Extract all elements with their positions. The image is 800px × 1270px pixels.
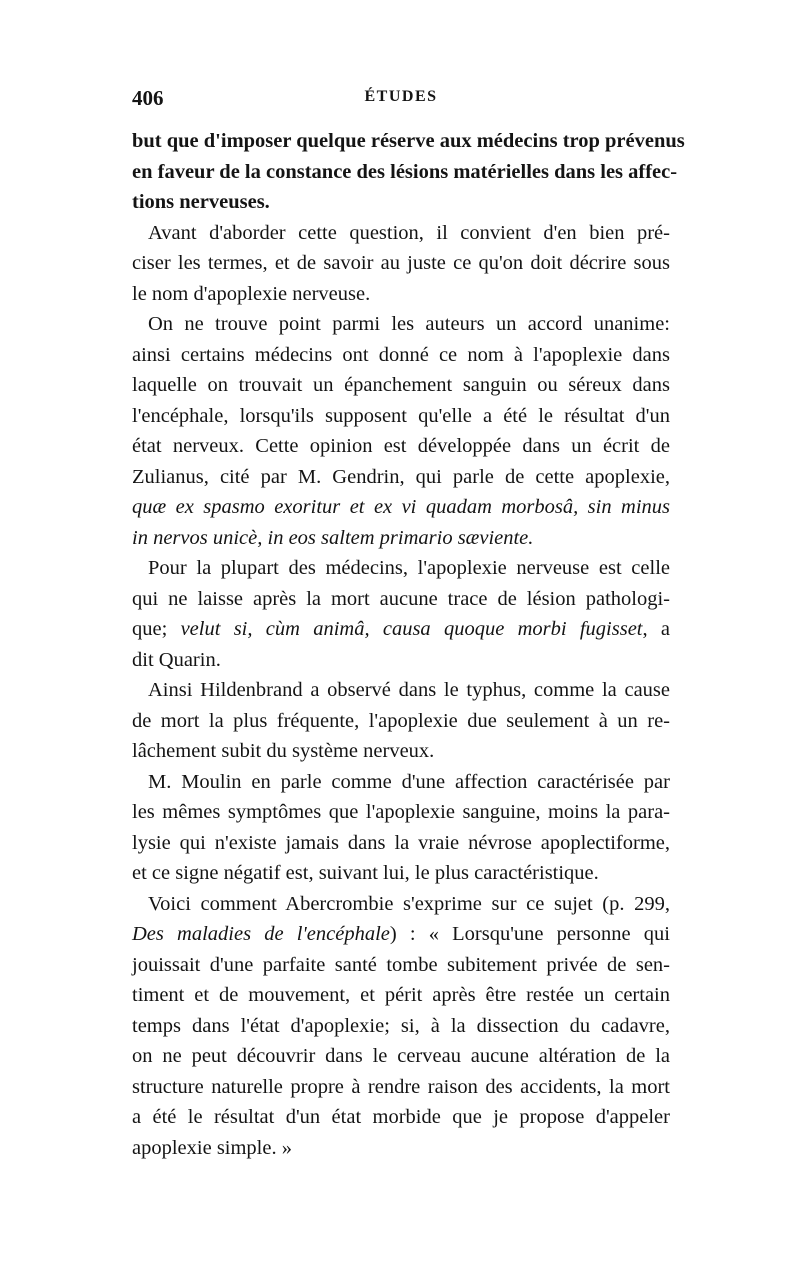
text-segment: , a <box>642 618 670 640</box>
text-line: structure naturelle propre à rendre raison des accidents, la mort <box>132 1075 670 1098</box>
text-line: ainsi certains médecins ont donné ce nom à l'apoplexie dans <box>132 343 670 366</box>
text-line: jouissait d'une parfaite santé tombe subitement privée de sen- <box>132 953 670 976</box>
text-line: de mort la plus fréquente, l'apoplexie due seulement à un re- <box>132 709 670 732</box>
text-line: M. Moulin en parle comme d'une affection caractérisée par <box>148 770 670 793</box>
text-line: qui ne laisse après la mort aucune trace de lésion pathologi- <box>132 587 670 610</box>
running-head: ÉTUDES <box>364 88 438 105</box>
text-line: ciser les termes, et de savoir au juste ce qu'on doit décrire sous <box>132 252 670 274</box>
paragraph-7 <box>132 889 670 1164</box>
text-line: l'encéphale, lorsqu'ils supposent qu'elle a été le résultat d'un <box>132 404 670 427</box>
book-page <box>132 86 685 1163</box>
text-line: Voici comment Abercrombie s'exprime sur ce sujet (p. 299, <box>148 892 670 915</box>
text-line: en faveur de la constance des lésions matérielles dans les affec- <box>132 160 678 183</box>
text-segment: que; <box>132 618 181 640</box>
text-line: Avant d'aborder cette question, il convient d'en bien pré- <box>148 221 670 244</box>
text-line: Pour la plupart des médecins, l'apoplexie nerveuse est celle <box>148 557 670 579</box>
paragraph-5 <box>132 675 670 767</box>
paragraph-1 <box>132 126 685 218</box>
text-line: état nerveux. Cette opinion est développée dans un écrit de <box>132 435 670 457</box>
text-line: but que d'imposer quelque réserve aux médecins trop prévenus <box>132 130 685 152</box>
text-line: lysie qui n'existe jamais dans la vraie névrose apoplectiforme, <box>132 831 670 854</box>
text-line: temps dans l'état d'apoplexie; si, à la dissection du cadavre, <box>132 1014 670 1037</box>
text-line: tions nerveuses. <box>132 191 270 213</box>
latin-quote-line: in nervos unicè, in eos saltem primario sæviente. <box>132 526 534 549</box>
paragraph-4 <box>132 553 670 675</box>
text-line: lâchement subit du système nerveux. <box>132 740 435 762</box>
paragraph-3 <box>132 309 670 553</box>
text-line <box>132 614 670 645</box>
page-number: 406 <box>132 86 164 110</box>
body-text <box>132 126 685 1163</box>
text-line: et ce signe négatif est, suivant lui, le plus caractéristique. <box>132 862 599 884</box>
text-line: on ne peut découvrir dans le cerveau aucune altération de la <box>132 1045 670 1067</box>
text-line: Zulianus, cité par M. Gendrin, qui parle de cette apoplexie, <box>132 465 670 488</box>
book-title-segment: Des maladies de l'encéphale <box>132 923 390 945</box>
text-line: Ainsi Hildenbrand a observé dans le typhus, comme la cause <box>148 679 670 701</box>
paragraph-2 <box>132 218 670 310</box>
latin-quote-line: quæ ex spasmo exoritur et ex vi quadam morbosâ, sin minus <box>132 496 670 518</box>
latin-quote-segment: velut si, cùm animâ, causa quoque morbi fugisset <box>180 618 643 640</box>
text-line: apoplexie simple. » <box>132 1136 292 1159</box>
text-line: timent et de mouvement, et périt après être restée un certain <box>132 984 670 1006</box>
text-line: les mêmes symptômes que l'apoplexie sanguine, moins la para- <box>132 801 670 823</box>
text-line: le nom d'apoplexie nerveuse. <box>132 282 371 305</box>
paragraph-6 <box>132 767 670 889</box>
text-line: dit Quarin. <box>132 648 221 671</box>
text-line: On ne trouve point parmi les auteurs un accord unanime: <box>148 313 670 335</box>
text-line: a été le résultat d'un état morbide que je propose d'appeler <box>132 1106 670 1128</box>
text-line <box>132 919 670 950</box>
text-segment: ) : « Lorsqu'une personne qui <box>389 923 670 945</box>
text-line: laquelle on trouvait un épanchement sanguin ou séreux dans <box>132 374 670 396</box>
page-header <box>132 86 670 126</box>
